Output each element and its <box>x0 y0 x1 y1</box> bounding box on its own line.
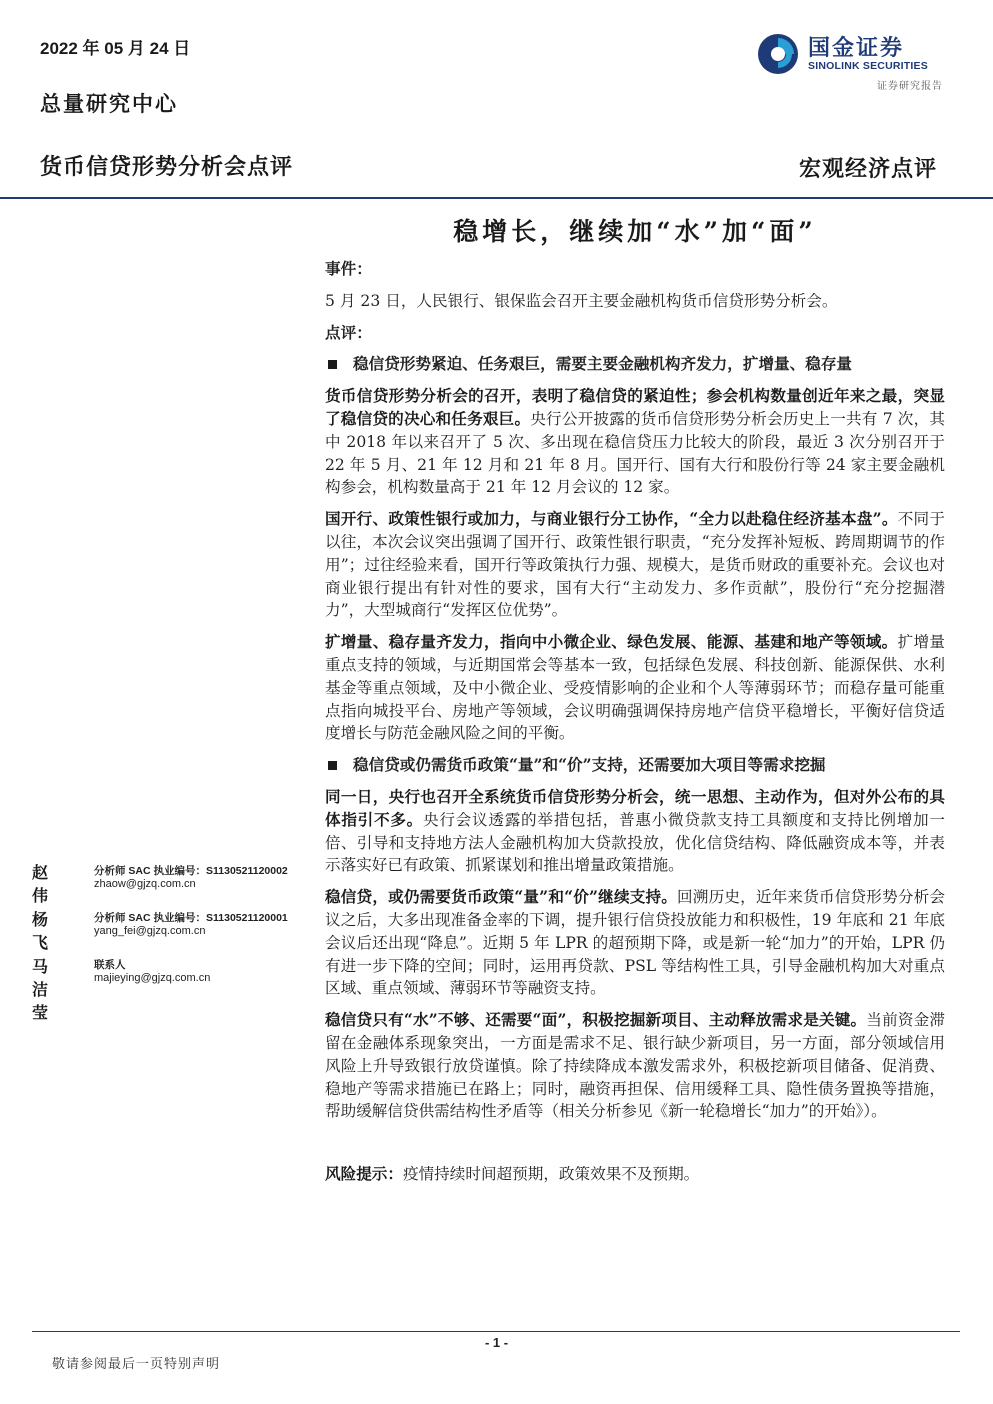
event-label-line <box>325 258 945 281</box>
section-heading-text: 稳信贷形势紧迫、任务艰巨，需要主要金融机构齐发力，扩增量、稳存量 <box>353 354 853 374</box>
logo-mark-icon <box>756 32 800 76</box>
paragraph <box>325 631 945 745</box>
analyst-role: 联系人 <box>94 959 126 971</box>
section-heading <box>325 754 945 777</box>
header-divider <box>0 197 993 199</box>
section-heading <box>325 353 945 376</box>
paragraph <box>325 1009 945 1123</box>
company-logo <box>756 30 946 78</box>
paragraph <box>325 886 945 1000</box>
research-center-name: 总量研究中心 <box>40 91 178 116</box>
logo-name-en: SINOLINK SECURITIES <box>808 60 928 72</box>
risk-text: 疫情持续时间超预期，政策效果不及预期。 <box>402 1165 700 1184</box>
comment-label: 点评： <box>325 322 372 342</box>
page-number: - 1 - <box>484 1335 509 1350</box>
bullet-square-icon <box>328 761 337 770</box>
paragraph-text: 当前资金滞留在金融体系现象突出，一方面是需求不足、银行缺少新项目，另一方面，部分领域信用风险上升导致银行放贷谨慎。除了持续降成本激发需求外，积极挖新项目储备、促消费、稳地产等需求措施已在路上；同时，融资再担保、信用缓释工具、隐性债务置换等措施，帮助缓解信贷供需结构性矛盾等（相关分析参见《新一轮稳增长“加力”的开始》）。 <box>325 1011 945 1121</box>
disclaimer-note: 敬请参阅最后一页特别声明 <box>52 1357 221 1372</box>
report-type: 宏观经济点评 <box>798 156 937 182</box>
analyst-role: 分析师 SAC 执业编号：S1130521120002 <box>94 865 288 877</box>
report-topic: 货币信贷形势分析会点评 <box>40 154 294 180</box>
paragraph-lead: 稳信贷只有“水”不够、还需要“面”，积极挖掘新项目、主动释放需求是关键。 <box>325 1010 867 1030</box>
analyst-name: 马洁莹 <box>32 957 49 1022</box>
paragraph-lead: 稳信贷，或仍需要货币政策“量”和“价”继续支持。 <box>325 887 678 907</box>
main-title: 稳增长，继续加“水”加“面” <box>453 217 817 246</box>
risk-warning <box>325 1163 945 1186</box>
paragraph <box>325 508 945 622</box>
paragraph-lead: 扩增量、稳存量齐发力，指向中小微企业、绿色发展、能源、基建和地产等领域。 <box>325 632 898 652</box>
paragraph-lead: 同一日，央行也召开全系统货币信贷形势分析会，统一思想、主动作为，但对外公布的具体指引不多。 <box>325 786 945 829</box>
logo-name-cn: 国金证券 <box>808 35 905 60</box>
report-body <box>325 258 945 1195</box>
paragraph-text: 扩增量重点支持的领域，与近期国常会等基本一致，包括绿色发展、科技创新、能源保供、水利基金等重点领域，及中小微企业、受疫情影响的企业和个人等薄弱环节；而稳存量可能重点指向城投平台、房地产等领域，会议明确强调保持房地产信贷平稳增长，平衡好信贷适度增长与防范金融风险之间的平衡。 <box>325 633 945 743</box>
analyst-name: 杨飞 <box>32 910 49 952</box>
report-date: 2022 年 05 月 24 日 <box>40 39 191 58</box>
paragraph-lead: 货币信贷形势分析会的召开，表明了稳信贷的紧迫性；参会机构数量创近年来之最，突显了稳信贷的决心和任务艰巨。 <box>325 386 945 428</box>
paragraph-text: 不同于以往，本次会议突出强调了国开行、政策性银行职责，“充分发挥补短板、跨周期调节的作用”；过往经验来看，国开行等政策执行力强、规模大，是货币财政的重要补充。会议也对商业银行提出有针对性的要求，国有大行“主动发力、多作贡献”，股份行“充分挖掘潜力”，大型城商行“发挥区位优势”。 <box>325 510 945 620</box>
paragraph <box>325 786 945 877</box>
analyst-email[interactable]: zhaow@gjzq.com.cn <box>94 878 196 890</box>
analyst-email[interactable]: majieying@gjzq.com.cn <box>94 972 211 984</box>
event-label: 事件： <box>325 259 372 278</box>
risk-label: 风险提示： <box>325 1164 403 1184</box>
logo-subtitle: 证券研究报告 <box>877 81 943 92</box>
paragraph-lead: 国开行、政策性银行或加力，与商业银行分工协作，“全力以赴稳住经济基本盘”。 <box>325 509 898 529</box>
paragraph-text: 回溯历史，近年来货币信贷形势分析会议之后，大多出现准备金率的下调，提升银行信贷投放能力和积极性，19 年底和 21 年底会议后还出现“降息”。近期 5 年 LPR 的超预期下降，或是新一轮“加力”的开始，LPR 仍有进一步下降的空间；同时，运用再贷款、PSL 等结构性工具，引导金融机构加大对重点区域、重点领域、薄弱环节等融资支持。 <box>325 888 945 998</box>
analyst-role: 分析师 SAC 执业编号：S1130521120001 <box>94 912 288 924</box>
paragraph-text: 央行会议透露的举措包括，普惠小微贷款支持工具额度和支持比例增加一倍、引导和支持地方法人金融机构加大贷款投放，优化信贷结构、降低融资成本等，并表示落实好已有政策、抓紧谋划和推出增量政策措施。 <box>325 810 945 875</box>
bullet-square-icon <box>328 360 337 369</box>
footer-divider <box>32 1331 960 1332</box>
analyst-email[interactable]: yang_fei@gjzq.com.cn <box>94 925 206 937</box>
analyst-name: 赵伟 <box>32 863 49 905</box>
paragraph <box>325 385 945 499</box>
comment-label-line <box>325 322 945 345</box>
section-heading-text: 稳信贷或仍需货币政策“量”和“价”支持，还需要加大项目等需求挖掘 <box>353 755 826 775</box>
paragraph-text: 央行公开披露的货币信贷形势分析会历史上一共有 7 次，其中 2018 年以来召开了 5 次、多出现在稳信贷压力比较大的阶段，最近 3 次分别召开于 22 年 5 月、21 年 12 月和 21 年 8 月。国开行、国有大行和股份行等 24 家主要金融机构参会，机构数量高于 21 年 12 月会议的 12 家。 <box>325 409 945 497</box>
event-text: 5 月 23 日，人民银行、银保监会召开主要金融机构货币信贷形势分析会。 <box>325 291 838 310</box>
